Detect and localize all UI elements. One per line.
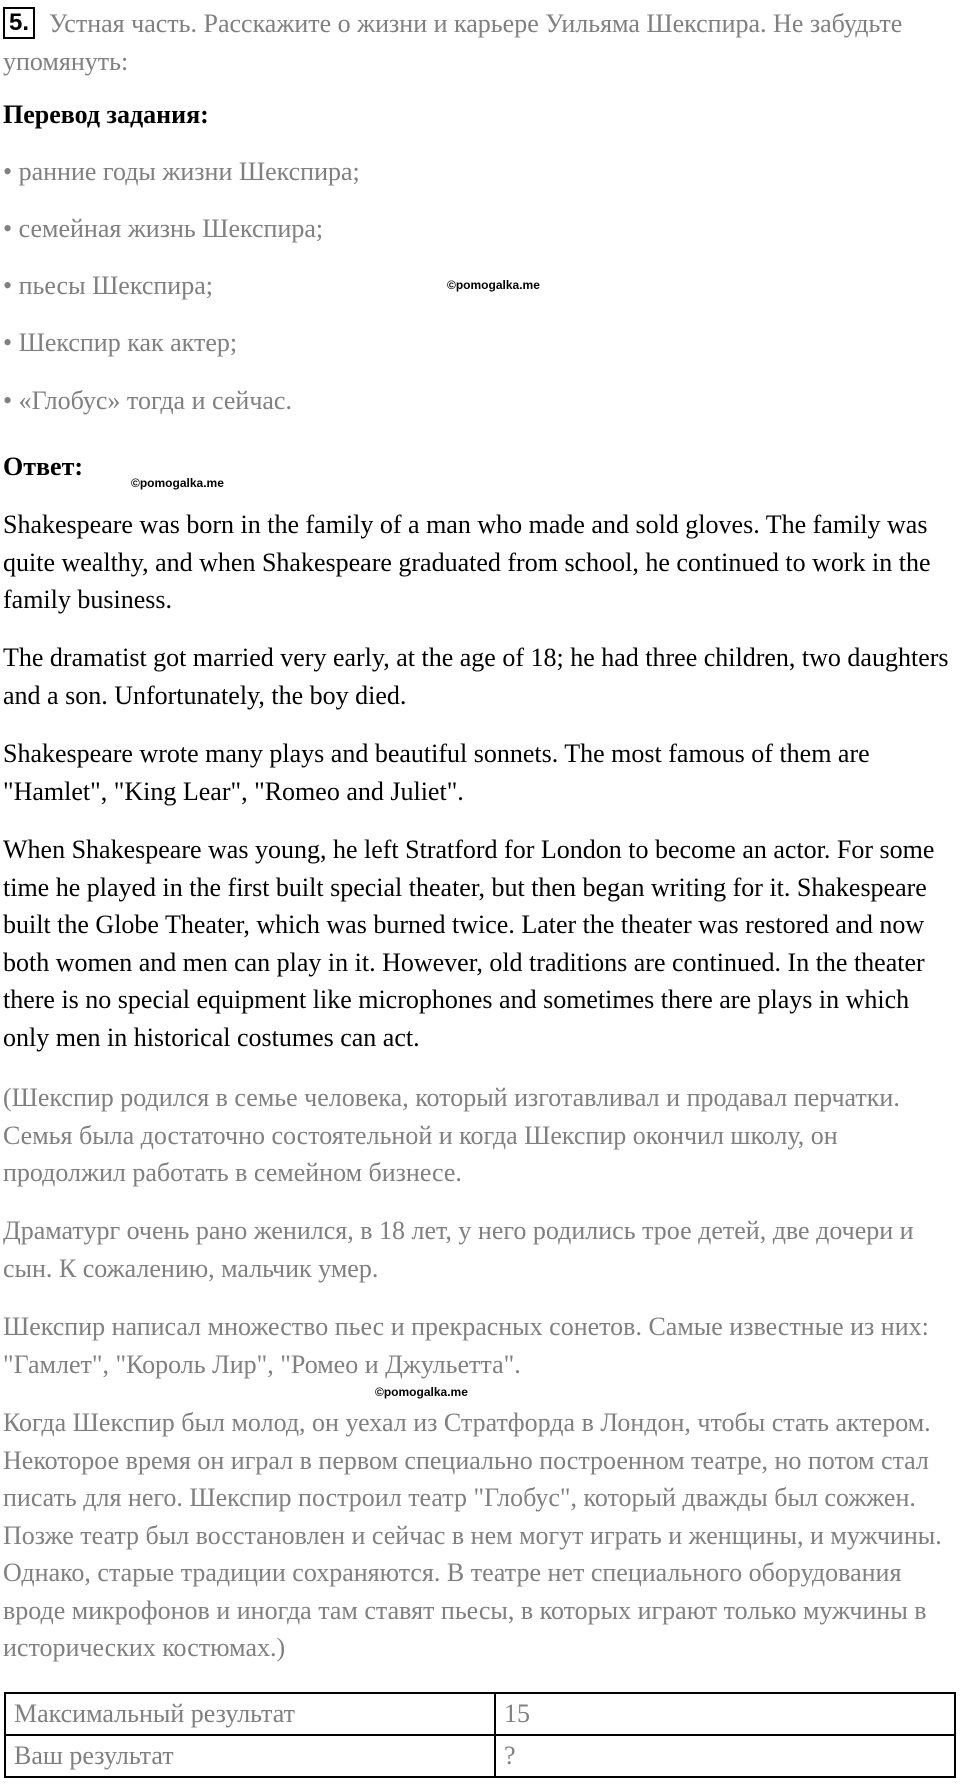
english-paragraph: The dramatist got married very early, at the age of 18; he had three children, two daughters and a son. Unfortunately, the boy died. (3, 643, 949, 710)
table-row (5, 1693, 955, 1735)
table-row (5, 1735, 955, 1777)
task-text: Устная часть. Расскажите о жизни и карьере Уильяма Шекспира. Не забудьте упомянуть: (3, 9, 903, 76)
russian-paragraph: Шекспир написал множество пьес и прекрасных сонетов. Самые известные из них: "Гамлет", "Король Лир", "Ромео и Джульетта". (3, 1312, 929, 1379)
your-result-value: ? (495, 1735, 955, 1777)
max-result-value: 15 (495, 1693, 955, 1735)
answer-label: Ответ: (3, 452, 84, 481)
watermark: ©pomogalka.me (447, 278, 540, 292)
english-paragraph: Shakespeare was born in the family of a man who made and sold gloves. The family was quite wealthy, and when Shakespeare graduated from school, he continued to work in the family business. (3, 510, 931, 614)
result-table (4, 1692, 956, 1778)
watermark: ©pomogalka.me (131, 476, 224, 490)
bullet-item: • семейная жизнь Шекспира; (3, 214, 324, 243)
watermark: ©pomogalka.me (375, 1385, 468, 1399)
task-number: 5. (3, 7, 35, 39)
translation-label: Перевод задания: (3, 100, 209, 129)
max-result-label: Максимальный результат (5, 1693, 495, 1735)
bullet-item: • Шекспир как актер; (3, 328, 238, 357)
your-result-label: Ваш результат (5, 1735, 495, 1777)
russian-paragraph: Драматург очень рано женился, в 18 лет, у него родились трое детей, две дочери и сын. К сожалению, мальчик умер. (3, 1216, 914, 1283)
task-header (3, 5, 943, 81)
english-paragraph: Shakespeare wrote many plays and beautiful sonnets. The most famous of them are "Hamlet", "King Lear", "Romeo and Juliet". (3, 739, 870, 806)
bullet-item: • ранние годы жизни Шекспира; (3, 157, 360, 186)
bullet-item: • «Глобус» тогда и сейчас. (3, 386, 292, 415)
russian-paragraph: (Шекспир родился в семье человека, который изготавливал и продавал перчатки. Семья была достаточно состоятельной и когда Шекспир окончил школу, он продолжил работать в семейном бизнесе. (3, 1083, 900, 1187)
russian-paragraph: Когда Шекспир был молод, он уехал из Стратфорда в Лондон, чтобы стать актером. Некоторое время он играл в первом специально построенном театре, но потом стал писать для него. Шекспир построил театр "Глобус", который дважды был сожжен. Позже театр был восстановлен и сейчас в нем могут играть и женщины, и мужчины. Однако, старые традиции сохраняются. В театре нет специального оборудования вроде микрофонов и иногда там ставят пьесы, в которых играют только мужчины в исторических костюмах.) (3, 1408, 942, 1662)
bullet-item: • пьесы Шекспира; (3, 271, 213, 300)
english-paragraph: When Shakespeare was young, he left Stratford for London to become an actor. For some time he played in the first built special theater, but then began writing for it. Shakespeare built the Globe Theater, which was burned twice. Later the theater was restored and now both women and men can play in it. However, old traditions are continued. In the theater there is no special equipment like microphones and sometimes there are plays in which only men in historical costumes can act. (3, 835, 935, 1052)
